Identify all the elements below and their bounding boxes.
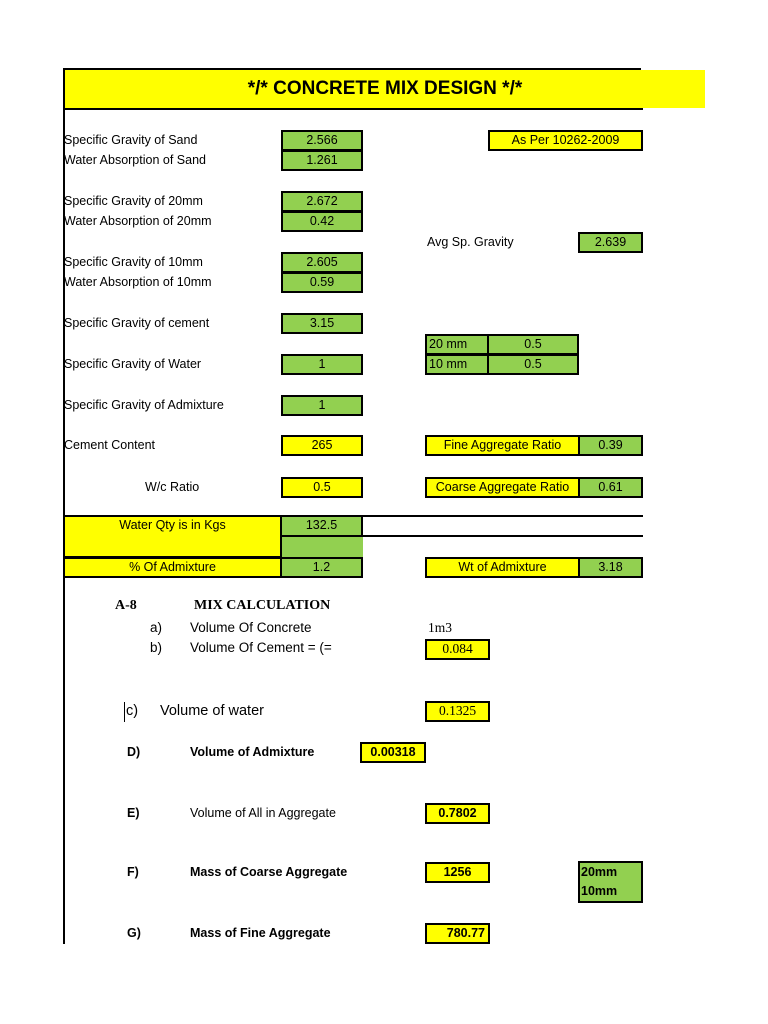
value-cement-content[interactable]: 265 <box>281 435 363 456</box>
value-wa-10mm[interactable]: 0.59 <box>281 272 363 293</box>
value-wc-ratio[interactable]: 0.5 <box>281 477 363 498</box>
calc-g-letter: G) <box>127 926 141 940</box>
value-wa-sand[interactable]: 1.261 <box>281 150 363 171</box>
label-cement-content: Cement Content <box>64 438 156 452</box>
calc-f-sub-box <box>578 861 643 903</box>
calc-d-value: 0.00318 <box>360 742 426 763</box>
value-wt-admixture: 3.18 <box>578 557 643 578</box>
standard-reference: As Per 10262-2009 <box>488 130 643 151</box>
value-sg-sand[interactable]: 2.566 <box>281 130 363 151</box>
label-wa-20mm: Water Absorption of 20mm <box>64 214 212 228</box>
calc-a-letter: a) <box>150 620 163 635</box>
label-wc-ratio: W/c Ratio <box>145 480 200 494</box>
calc-c-letter: c) <box>126 703 139 719</box>
title-bottom-line <box>63 108 643 110</box>
value-avg-sg: 2.639 <box>578 232 643 253</box>
label-sg-10mm: Specific Gravity of 10mm <box>64 255 203 269</box>
label-wa-10mm: Water Absorption of 10mm <box>64 275 212 289</box>
value-sg-admixture[interactable]: 1 <box>281 395 363 416</box>
calc-f-sub-20mm: 20mm <box>581 865 618 879</box>
calc-f-label: Mass of Coarse Aggregate <box>190 865 348 879</box>
label-sg-sand: Specific Gravity of Sand <box>64 133 198 147</box>
label-ratio-20mm: 20 mm <box>425 334 489 355</box>
calc-b-value: 0.084 <box>425 639 490 660</box>
section-heading: MIX CALCULATION <box>194 598 331 613</box>
section-code: A-8 <box>115 598 137 613</box>
label-coarse-ratio: Coarse Aggregate Ratio <box>425 477 580 498</box>
label-wt-admixture: Wt of Admixture <box>425 557 580 578</box>
value-ratio-20mm[interactable]: 0.5 <box>487 334 579 355</box>
calc-g-value: 780.77 <box>425 923 490 944</box>
calc-a-value: 1m3 <box>428 620 453 635</box>
value-sg-10mm[interactable]: 2.605 <box>281 252 363 273</box>
page-title: */* CONCRETE MIX DESIGN */* <box>247 78 523 99</box>
cursor-bar <box>124 702 125 722</box>
value-water-qty: 132.5 <box>280 517 363 537</box>
value-sg-cement[interactable]: 3.15 <box>281 313 363 334</box>
blank-row-yellow <box>63 535 282 558</box>
label-sg-cement: Specific Gravity of cement <box>64 316 210 330</box>
value-coarse-ratio: 0.61 <box>578 477 643 498</box>
label-pct-admixture: % Of Admixture <box>63 557 282 578</box>
calc-f-sub-10mm: 10mm <box>581 884 618 898</box>
value-wa-20mm[interactable]: 0.42 <box>281 211 363 232</box>
calc-f-letter: F) <box>127 865 139 879</box>
label-sg-20mm: Specific Gravity of 20mm <box>64 194 203 208</box>
calc-d-label: Volume of Admixture <box>190 745 315 759</box>
calc-f-value: 1256 <box>425 862 490 883</box>
title-bar <box>65 70 705 108</box>
calc-d-letter: D) <box>127 745 141 759</box>
value-pct-admixture[interactable]: 1.2 <box>280 557 363 578</box>
calc-e-value: 0.7802 <box>425 803 490 824</box>
label-fine-ratio: Fine Aggregate Ratio <box>425 435 580 456</box>
label-sg-water: Specific Gravity of Water <box>64 357 202 371</box>
value-sg-20mm[interactable]: 2.672 <box>281 191 363 212</box>
label-wa-sand: Water Absorption of Sand <box>64 153 206 167</box>
calc-e-label: Volume of All in Aggregate <box>190 806 336 820</box>
value-fine-ratio: 0.39 <box>578 435 643 456</box>
calc-b-label: Volume Of Cement = (= <box>190 640 332 655</box>
calc-a-label: Volume Of Concrete <box>190 620 312 635</box>
value-ratio-10mm[interactable]: 0.5 <box>487 354 579 375</box>
water-row-line <box>363 535 643 537</box>
calc-c-value: 0.1325 <box>425 701 490 722</box>
calc-e-letter: E) <box>127 806 140 820</box>
label-ratio-10mm: 10 mm <box>425 354 489 375</box>
label-avg-sg: Avg Sp. Gravity <box>427 235 514 249</box>
calc-c-label: Volume of water <box>160 703 264 719</box>
label-sg-admixture: Specific Gravity of Admixture <box>64 398 224 412</box>
blank-row-green <box>282 537 363 558</box>
value-sg-water[interactable]: 1 <box>281 354 363 375</box>
calc-b-letter: b) <box>150 640 163 655</box>
label-water-qty: Water Qty is in Kgs <box>63 517 282 537</box>
calc-g-label: Mass of Fine Aggregate <box>190 926 331 940</box>
